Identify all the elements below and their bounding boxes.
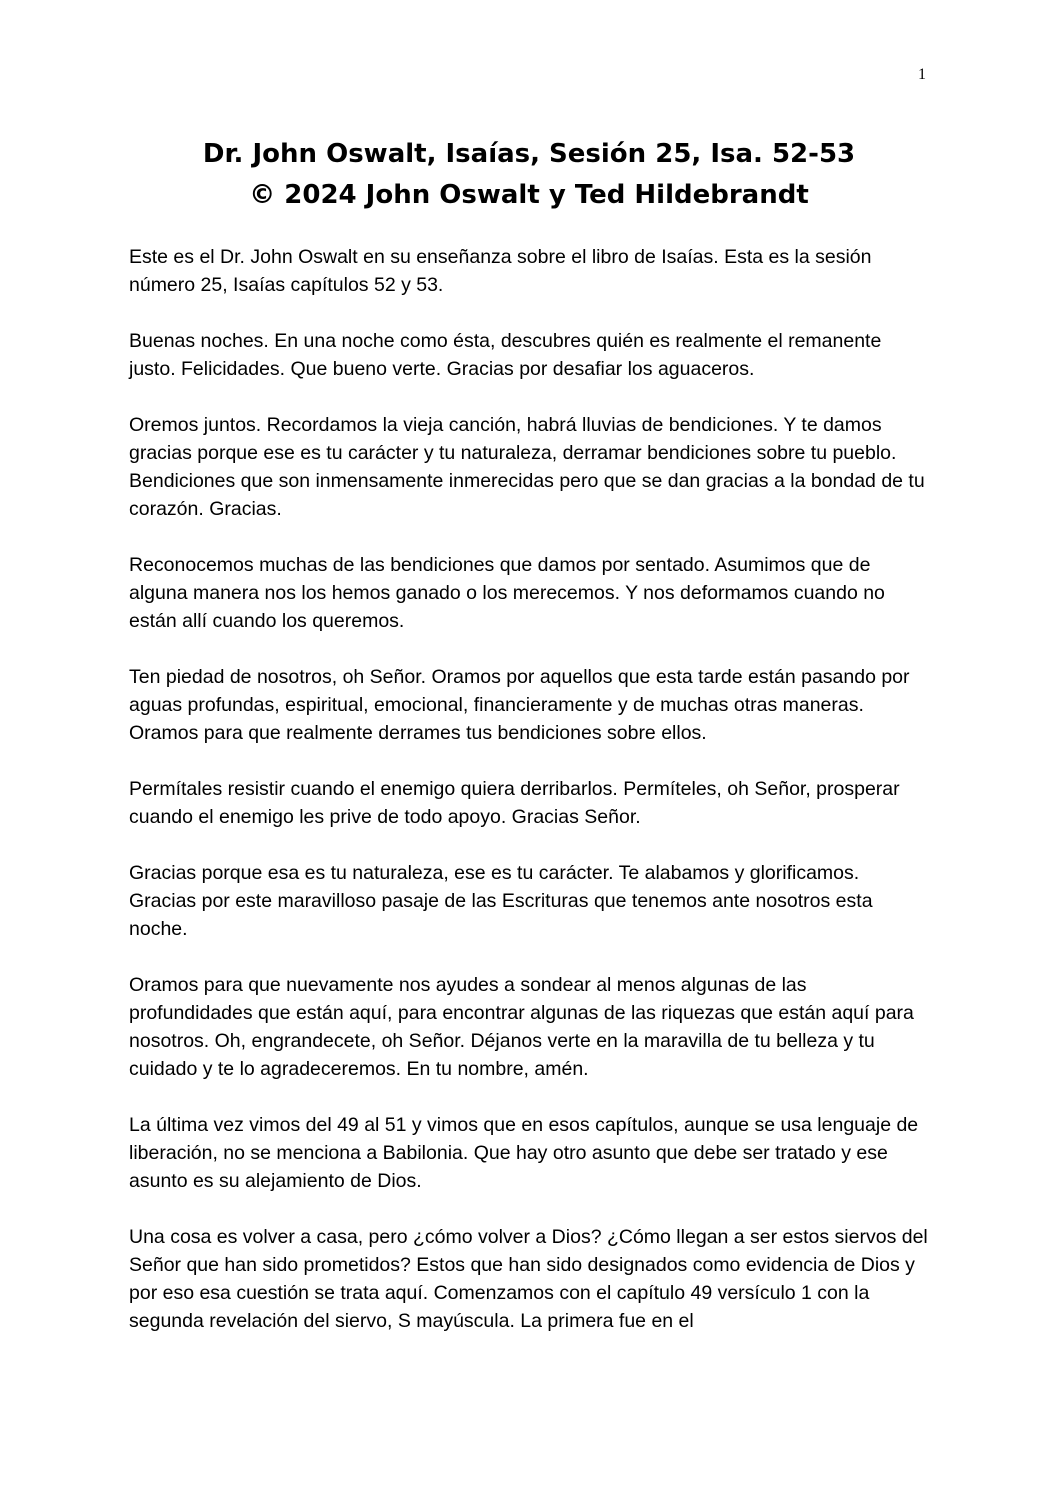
paragraph: La última vez vimos del 49 al 51 y vimos que en esos capítulos, aunque se usa lenguaje de liberación, no se menciona a Babilonia. Que hay otro asunto que debe ser tratado y ese asunto es su alejamiento de Dios. xyxy=(129,1114,919,1192)
paragraph: Permítales resistir cuando el enemigo quiera derribarlos. Permíteles, oh Señor, prosperar cuando el enemigo les prive de todo apoyo. Gracias Señor. xyxy=(129,778,900,828)
paragraph: Buenas noches. En una noche como ésta, descubres quién es realmente el remanente justo. Felicidades. Que bueno verte. Gracias por desafiar los aguaceros. xyxy=(129,330,882,380)
title-line-2: © 2024 John Oswalt y Ted Hildebrandt xyxy=(249,180,809,210)
paragraph: Este es el Dr. John Oswalt en su enseñanza sobre el libro de Isaías. Esta es la sesión número 25, Isaías capítulos 52 y 53. xyxy=(129,246,872,296)
paragraph: Reconocemos muchas de las bendiciones que damos por sentado. Asumimos que de alguna manera nos los hemos ganado o los merecemos. Y nos deformamos cuando no están allí cuando los queremos. xyxy=(129,554,885,632)
paragraph: Ten piedad de nosotros, oh Señor. Oramos por aquellos que esta tarde están pasando por aguas profundas, espiritual, emocional, financieramente y de muchas otras maneras. Oramos para que realmente derrames tus bendiciones sobre ellos. xyxy=(129,666,910,744)
paragraph: Oremos juntos. Recordamos la vieja canción, habrá lluvias de bendiciones. Y te damos gracias porque ese es tu carácter y tu naturaleza, derramar bendiciones sobre tu pueblo. Bendiciones que son inmensamente inmerecidas pero que se dan gracias a la bondad de tu corazón. Gracias. xyxy=(129,414,925,520)
paragraph: Gracias porque esa es tu naturaleza, ese es tu carácter. Te alabamos y glorificamos. Gracias por este maravilloso pasaje de las Escrituras que tenemos ante nosotros esta noche. xyxy=(129,862,873,940)
document-body xyxy=(129,243,929,1335)
paragraph: Oramos para que nuevamente nos ayudes a sondear al menos algunas de las profundidades que están aquí, para encontrar algunas de las riquezas que están aquí para nosotros. Oh, engrandecete, oh Señor. Déjanos verte en la maravilla de tu belleza y tu cuidado y te lo agradeceremos. En tu nombre, amén. xyxy=(129,974,914,1080)
paragraph: Una cosa es volver a casa, pero ¿cómo volver a Dios? ¿Cómo llegan a ser estos siervos del Señor que han sido prometidos? Estos que han sido designados como evidencia de Dios y por eso esa cuestión se trata aquí. Comenzamos con el capítulo 49 versículo 1 con la segunda revelación del siervo, S mayúscula. La primera fue en el xyxy=(129,1226,928,1332)
document-title xyxy=(0,134,1058,216)
title-line-1: Dr. John Oswalt, Isaías, Sesión 25, Isa. 52-53 xyxy=(202,139,856,169)
page-number: 1 xyxy=(918,66,926,83)
